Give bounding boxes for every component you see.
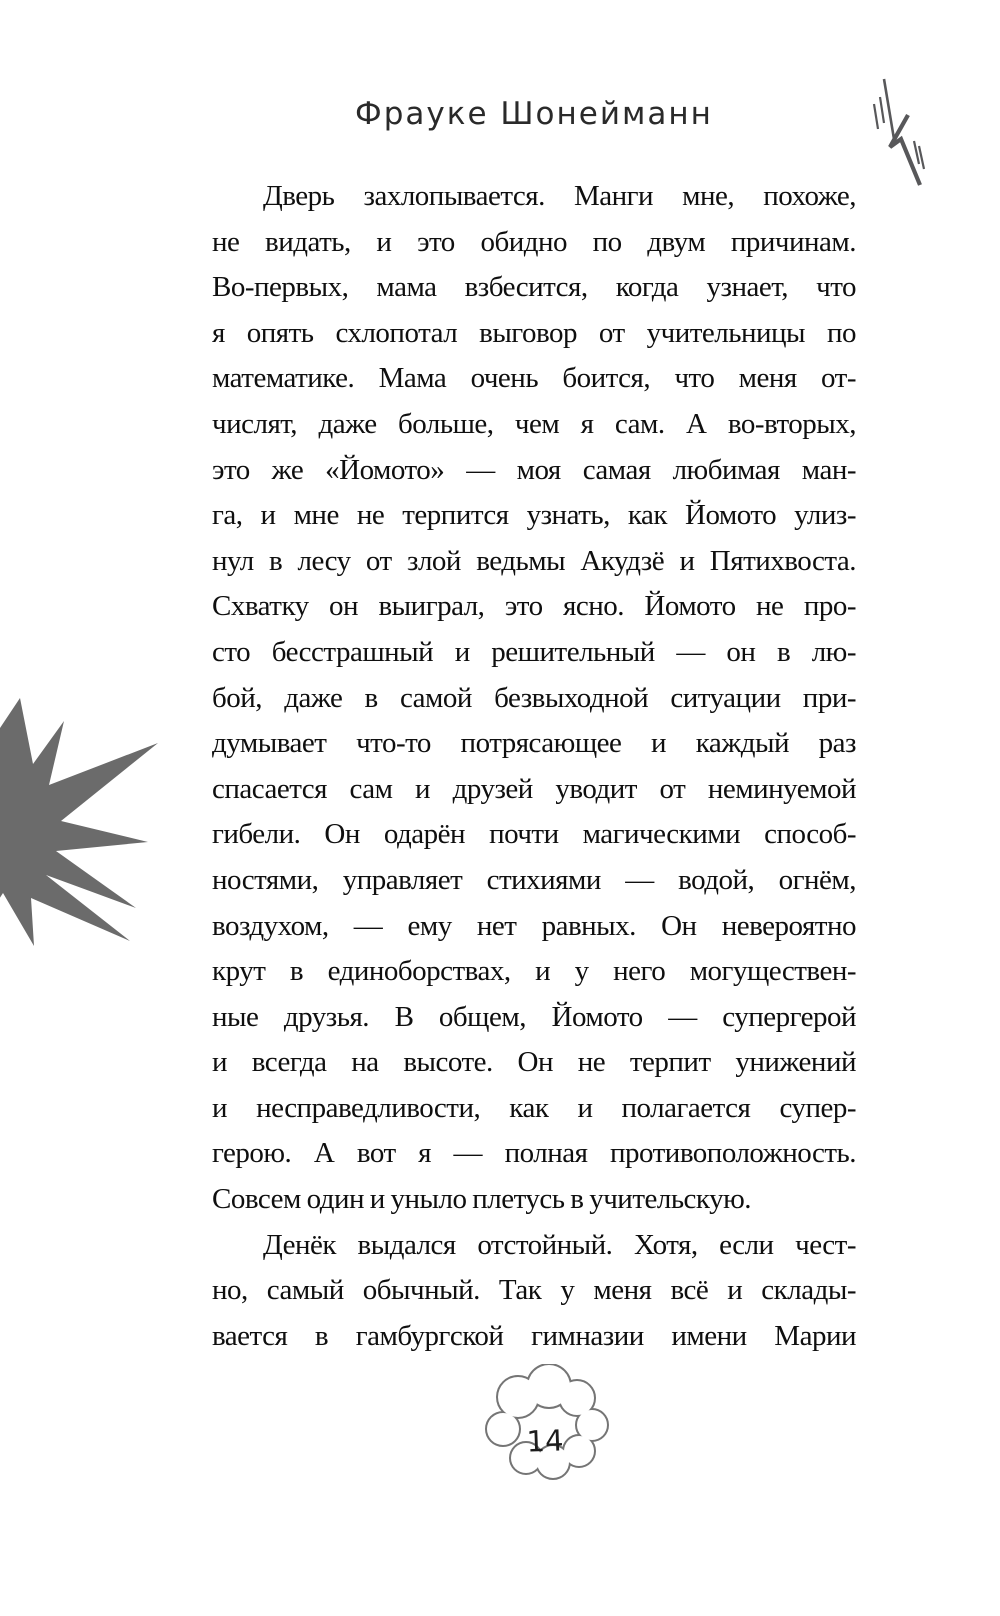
text-line: я опять схлопотал выговор от учительницы по bbox=[212, 316, 856, 349]
text-line: нул в лесу от злой ведьмы Акудзё и Пятихвоста. bbox=[212, 544, 856, 577]
text-line: воздухом, — ему нет равных. Он невероятно bbox=[212, 909, 856, 942]
text-line: Схватку он выиграл, это ясно. Йомото не про- bbox=[212, 590, 856, 623]
text-line: математике. Мама очень боится, что меня от- bbox=[212, 362, 856, 395]
lightning-speed-dash bbox=[880, 97, 884, 123]
text-line: гибели. Он одарён почти магическими способ- bbox=[212, 818, 856, 851]
text-line: ностями, управляет стихиями — водой, огнём, bbox=[212, 863, 856, 896]
lightning-speed-dash bbox=[914, 141, 919, 164]
text-line: но, самый обычный. Так у меня всё и склады- bbox=[212, 1274, 856, 1307]
text-line: числят, даже больше, чем я сам. А во-вторых, bbox=[212, 407, 856, 440]
text-line: это же «Йомото» — моя самая любимая ман- bbox=[212, 453, 856, 486]
text-line: герою. А вот я — полная противоположность. bbox=[212, 1137, 856, 1170]
text-line: Совсем один и уныло плетусь в учительскую. bbox=[212, 1183, 752, 1216]
text-line: Дверь захлопывается. Манги мне, похоже, bbox=[263, 180, 856, 212]
text-line: не видать, и это обидно по двум причинам. bbox=[212, 225, 856, 258]
text-line: ные друзья. В общем, Йомото — супергерой bbox=[212, 1000, 856, 1033]
author-header: Фрауке Шонейманн bbox=[355, 96, 713, 132]
text-line: спасается сам и друзей уводит от неминуемой bbox=[212, 772, 856, 805]
text-line: Во-первых, мама взбесится, когда узнает, что bbox=[212, 271, 856, 304]
lightning-main-line bbox=[884, 79, 894, 139]
text-line: вается в гамбургской гимназии имени Марии bbox=[212, 1319, 856, 1352]
lightning-speed-dash bbox=[919, 146, 924, 169]
text-line: крут в единоборствах, и у него могуществен- bbox=[212, 955, 856, 988]
starburst-icon bbox=[0, 690, 160, 950]
page-number: 14 bbox=[525, 1423, 565, 1459]
starburst-shape bbox=[0, 698, 158, 946]
text-line: бой, даже в самой безвыходной ситуации при- bbox=[212, 681, 856, 714]
text-line: сто бесстрашный и решительный — он в лю- bbox=[212, 635, 856, 668]
text-line: га, и мне не терпится узнать, как Йомото улиз- bbox=[212, 499, 856, 532]
text-line: Денёк выдался отстойный. Хотя, если чест- bbox=[263, 1228, 856, 1261]
cloud-page-badge bbox=[477, 1364, 613, 1486]
body-text bbox=[212, 174, 856, 1359]
lightning-speed-dash bbox=[874, 104, 878, 129]
text-line: и всегда на высоте. Он не терпит унижений bbox=[212, 1046, 856, 1079]
lightning-icon bbox=[855, 65, 945, 205]
text-line: и несправедливости, как и полагается супер- bbox=[212, 1091, 856, 1124]
text-line: думывает что-то потрясающее и каждый раз bbox=[212, 727, 856, 760]
